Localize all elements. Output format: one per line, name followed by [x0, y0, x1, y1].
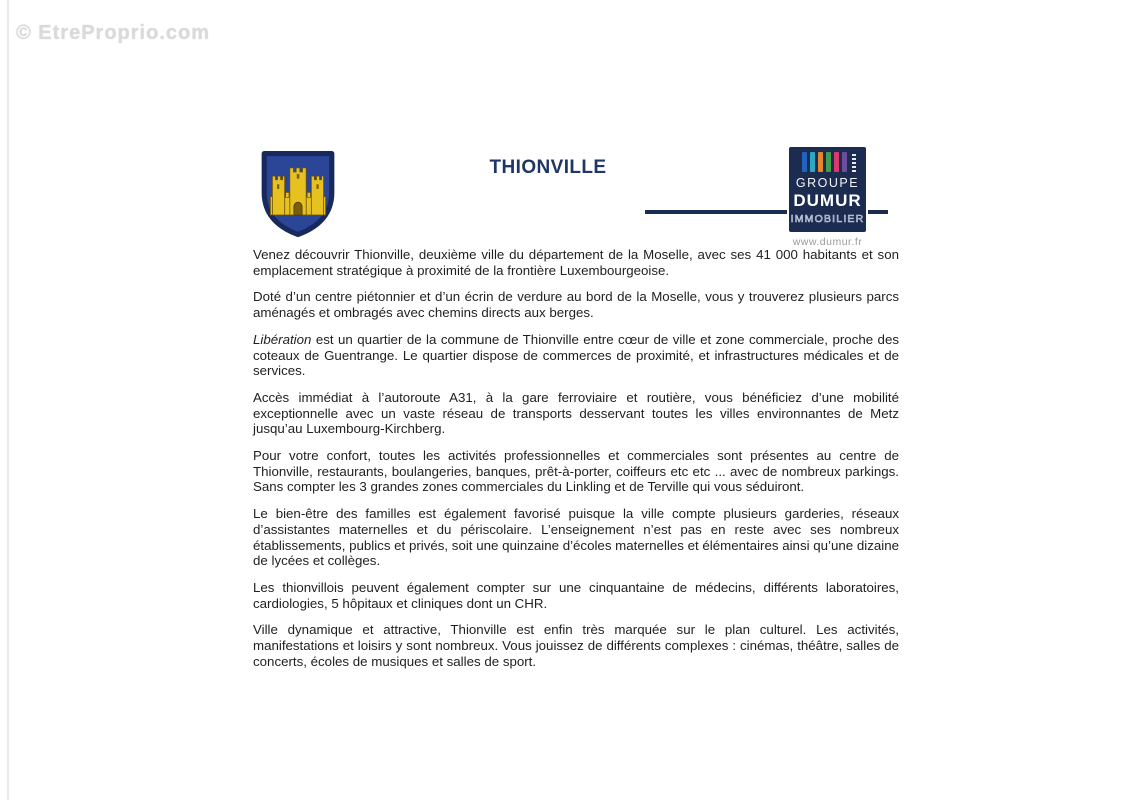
logo-groupe-label: GROUPE	[795, 176, 860, 190]
document-body	[253, 247, 899, 680]
logo-side-strip	[852, 152, 856, 172]
paragraph: Libération est un quartier de la commune de Thionville entre cœur de ville et zone commerciale, proche des coteaux de Guentrange. Le quartier dispose de commerces de proximité, et infrastructures médicales et de services.	[253, 331, 899, 379]
paragraph: Le bien-être des familles est également favorisé puisque la ville compte plusieurs garderies, réseaux d’assistantes maternelles et du périscolaire. L’enseignement n’est pas en reste avec ses nombreux établissements, publics et privés, soit une quinzaine d’écoles maternelles et élémentaires ainsi qu’une dizaine de lycées et collèges.	[253, 506, 900, 569]
paragraph: Les thionvillois peuvent également compter sur une cinquantaine de médecins, différents laboratoires, cardiologies, 5 hôpitaux et cliniques dont un CHR.	[253, 579, 899, 611]
logo-dumur-label: DUMUR	[793, 191, 862, 210]
castle-gate	[294, 202, 302, 215]
logo-bar	[802, 152, 807, 172]
logo-immobilier-label: IMMOBILIER	[790, 213, 865, 225]
paragraph-italic-lead: Libération	[253, 331, 312, 347]
page-title: THIONVILLE	[489, 157, 607, 178]
logo-color-bars	[802, 152, 856, 172]
scan-edge-artifact	[7, 0, 9, 800]
logo-website: www.dumur.fr	[792, 236, 863, 248]
header-rule-left	[645, 210, 787, 214]
header-rule-right	[868, 210, 888, 214]
paragraph: Venez découvrir Thionville, deuxième ville du département de la Moselle, avec ses 41 000 habitants et son emplacement stratégique à proximité de la frontière Luxembourgeoise.	[253, 247, 899, 278]
logo-bar	[810, 152, 815, 172]
paragraph: Accès immédiat à l’autoroute A31, à la gare ferroviaire et routière, vous bénéficiez d’une mobilité exceptionnelle avec un vaste réseau de transports desservant toutes les villes environnantes de Metz jusqu’au Luxembourg-Kirchberg.	[253, 389, 899, 437]
logo-bar	[818, 152, 823, 172]
paragraph: Doté d’un centre piétonnier et d’un écrin de verdure au bord de la Moselle, vous y trouverez plusieurs parcs aménagés et ombragés avec chemins directs aux berges.	[253, 289, 899, 321]
paragraph: Ville dynamique et attractive, Thionville est enfin très marquée sur le plan culturel. Les activités, manifestations et loisirs y sont nombreux. Vous jouissez de différents complexes : cinémas, théâtre, salles de concerts, écoles de musiques et salles de sport.	[253, 622, 899, 669]
logo-bar	[842, 152, 847, 172]
groupe-dumur-logo	[789, 147, 866, 232]
paragraph: Pour votre confort, toutes les activités professionnelles et commerciales sont présentes au centre de Thionville, restaurants, boulangeries, banques, prêt-à-porter, coiffeurs etc etc ... avec de nombreux parkings. Sans compter les 3 grandes zones commerciales du Linkling et de Terville qui vous séduiront.	[253, 448, 899, 495]
thionville-coat-of-arms-icon	[256, 145, 340, 241]
logo-bar	[834, 152, 839, 172]
logo-bar	[826, 152, 831, 172]
watermark: © EtreProprio.com	[16, 22, 210, 44]
